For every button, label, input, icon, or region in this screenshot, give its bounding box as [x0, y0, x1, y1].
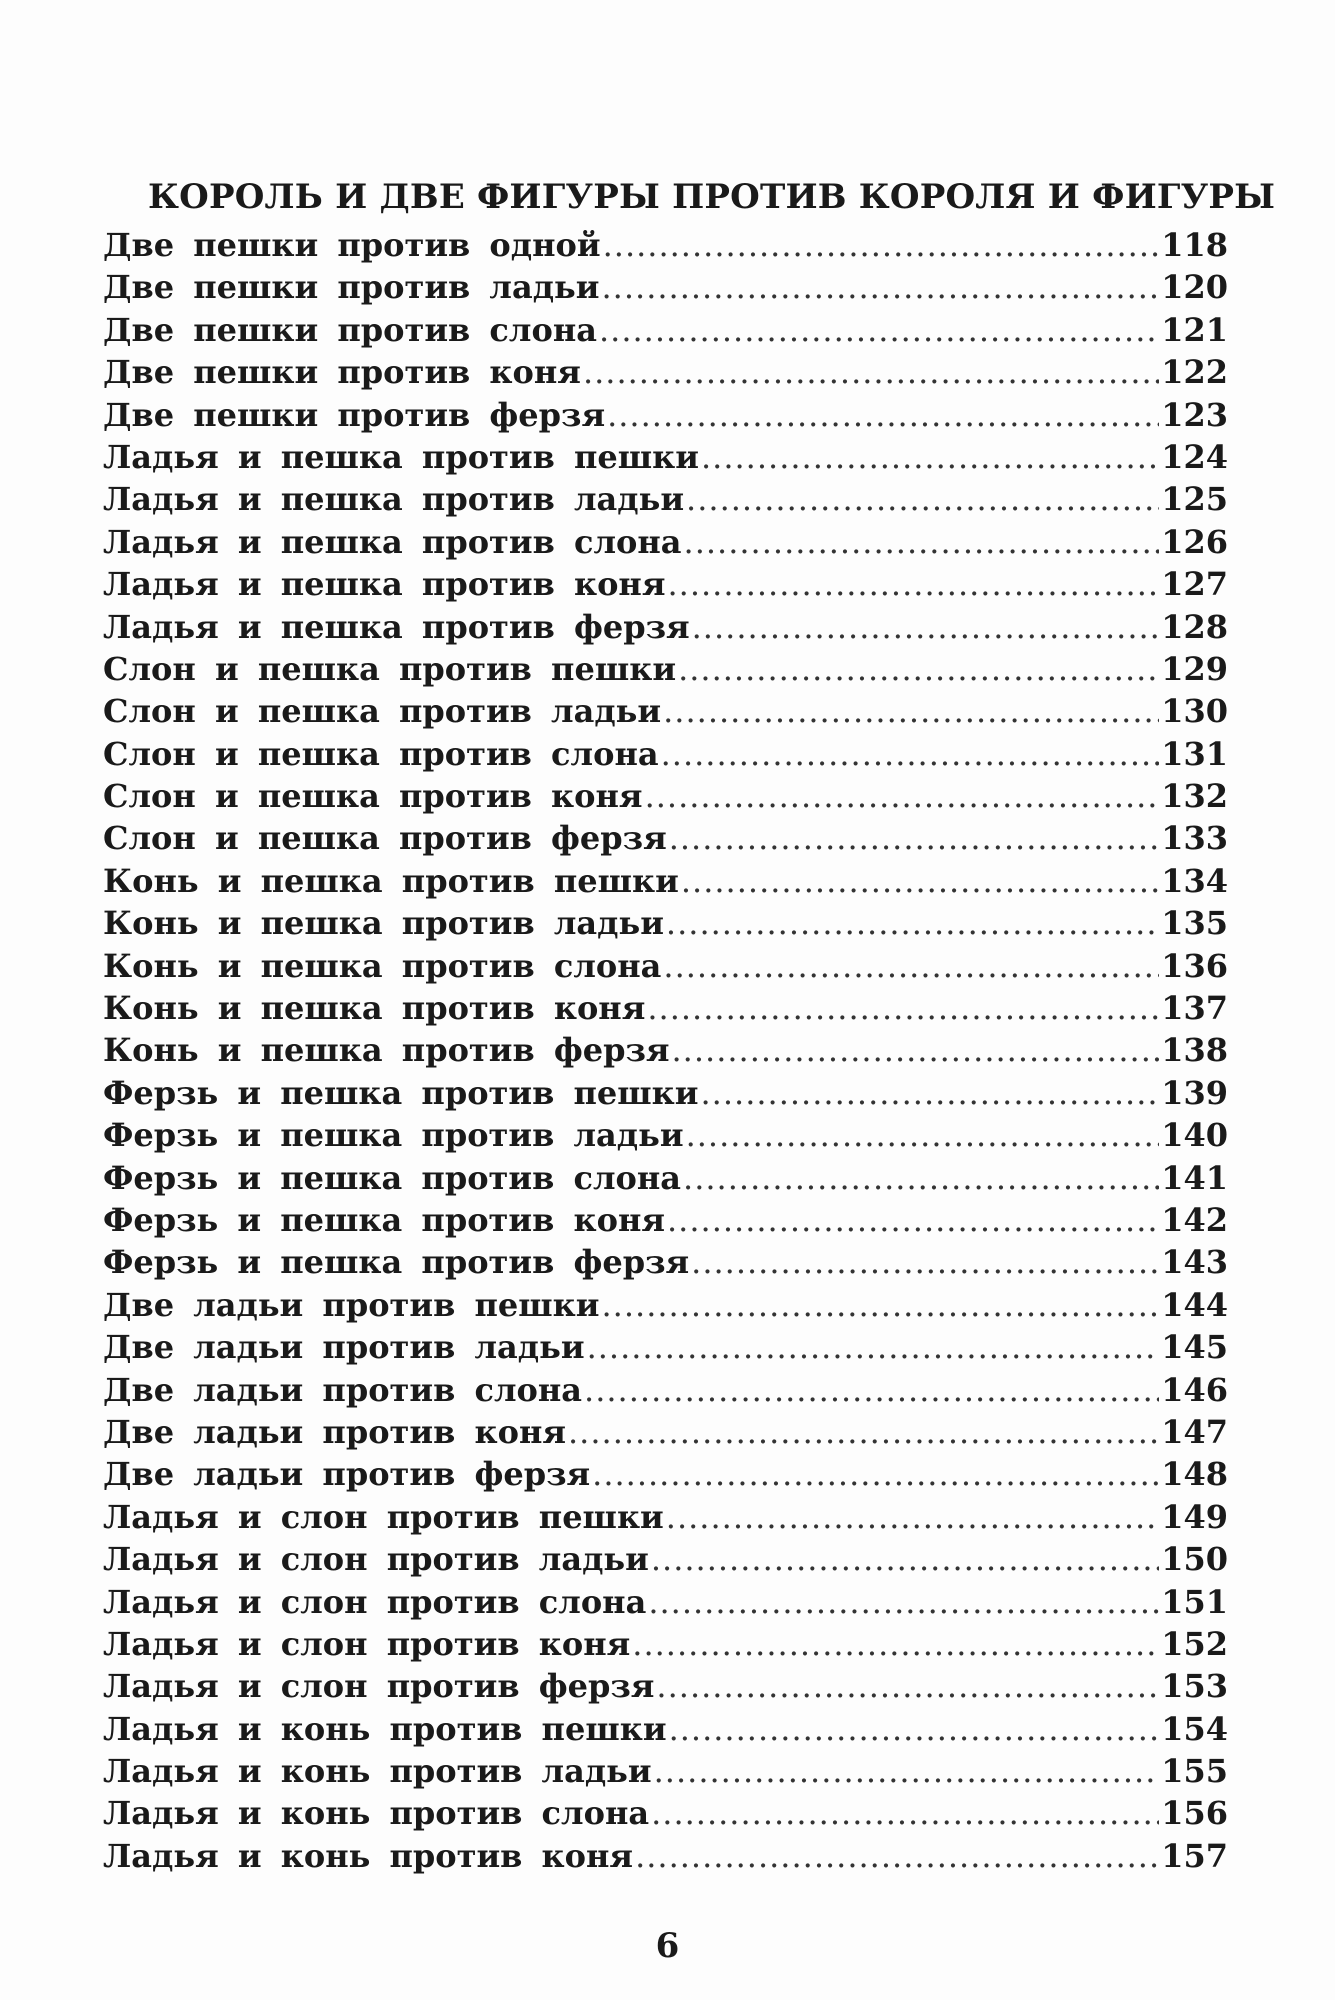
- toc-entry: [103, 1625, 1228, 1667]
- dot-leader: [599, 311, 1159, 349]
- toc-entry-title: Две пешки против коня: [103, 353, 581, 392]
- toc-entry-page: 121: [1161, 310, 1228, 349]
- toc-entry-page: 126: [1161, 522, 1228, 561]
- toc-entry-page: 147: [1161, 1412, 1228, 1451]
- dot-leader: [701, 438, 1159, 476]
- toc-entry: [103, 1413, 1228, 1455]
- toc-entry-page: 127: [1161, 565, 1228, 604]
- dot-leader: [683, 1159, 1159, 1197]
- toc-entry-page: 152: [1161, 1624, 1228, 1663]
- toc-entry: [103, 1455, 1228, 1497]
- dot-leader: [661, 735, 1160, 773]
- toc-entry-page: 133: [1161, 819, 1228, 858]
- toc-entry-title: Ферзь и пешка против пешки: [103, 1073, 699, 1112]
- dot-leader: [681, 862, 1159, 900]
- dot-leader: [691, 1243, 1159, 1281]
- toc-entry-page: 138: [1161, 1031, 1228, 1070]
- toc-entry-page: 151: [1161, 1582, 1228, 1621]
- page-number: 6: [655, 1926, 680, 1966]
- toc-entry: [103, 480, 1228, 522]
- toc-entry: [103, 989, 1228, 1031]
- toc-entry-page: 146: [1161, 1370, 1228, 1409]
- toc-entry-page: 153: [1161, 1667, 1228, 1706]
- toc-entry-page: 122: [1161, 353, 1228, 392]
- toc-entry-title: Две пешки против одной: [103, 226, 601, 264]
- toc-entry-title: Ладья и конь против слона: [103, 1794, 650, 1833]
- toc-entry: [103, 565, 1228, 607]
- dot-leader: [602, 268, 1160, 306]
- dot-leader: [583, 353, 1159, 391]
- toc-entry: [103, 1752, 1228, 1794]
- toc-entry-page: 142: [1161, 1200, 1228, 1239]
- toc-entry-page: 136: [1161, 946, 1228, 985]
- toc-entry-title: Две ладьи против ладьи: [103, 1328, 585, 1367]
- toc-entry-page: 145: [1161, 1328, 1228, 1367]
- toc-entry-title: Ладья и пешка против ладьи: [103, 480, 685, 519]
- toc-entry-page: 130: [1161, 692, 1228, 731]
- dot-leader: [656, 1667, 1159, 1705]
- dot-leader: [678, 650, 1159, 688]
- toc-entry-title: Конь и пешка против слона: [103, 946, 662, 985]
- dot-leader: [651, 1794, 1159, 1832]
- toc-entry-title: Ферзь и пешка против ладьи: [103, 1116, 684, 1155]
- toc-entry-title: Две ладьи против коня: [103, 1412, 566, 1451]
- dot-leader: [686, 480, 1159, 518]
- toc-entry: [103, 1710, 1228, 1752]
- toc-entry: [103, 1201, 1228, 1243]
- toc-entry-page: 123: [1161, 395, 1228, 434]
- toc-entry-title: Ладья и слон против слона: [103, 1582, 647, 1621]
- toc-entry-title: Слон и пешка против ладьи: [103, 692, 662, 731]
- toc-entry: [103, 1159, 1228, 1201]
- toc-entry-page: 128: [1161, 607, 1228, 646]
- dot-leader: [669, 819, 1160, 857]
- toc-entry: [103, 862, 1228, 904]
- toc-entry-page: 140: [1161, 1116, 1228, 1155]
- toc-entry-title: Ферзь и пешка против коня: [103, 1200, 665, 1239]
- toc-entry: [103, 692, 1228, 734]
- toc-entry: [103, 396, 1228, 438]
- toc-entry-page: 118: [1161, 226, 1228, 264]
- toc-entry: [103, 1583, 1228, 1625]
- toc-entry: [103, 1031, 1228, 1073]
- toc-entry-title: Ладья и конь против ладьи: [103, 1752, 652, 1791]
- toc-entry-page: 148: [1161, 1455, 1228, 1494]
- toc-entry-title: Две пешки против ладьи: [103, 268, 600, 307]
- dot-leader: [651, 1540, 1159, 1578]
- toc-entry-page: 132: [1161, 777, 1228, 816]
- toc-entry-page: 129: [1161, 649, 1228, 688]
- section-title: КОРОЛЬ И ДВЕ ФИГУРЫ ПРОТИВ КОРОЛЯ И ФИГУРЫ: [148, 177, 1276, 217]
- dot-leader: [568, 1413, 1159, 1451]
- dot-leader: [587, 1328, 1160, 1366]
- toc-entry: [103, 1286, 1228, 1328]
- dot-leader: [663, 692, 1159, 730]
- toc-entry-page: 157: [1161, 1836, 1228, 1875]
- dot-leader: [701, 1074, 1160, 1112]
- toc-entry: [103, 1243, 1228, 1285]
- toc-entry: [103, 438, 1228, 480]
- toc-entry-title: Слон и пешка против пешки: [103, 649, 677, 688]
- toc-entry-title: Две пешки против слона: [103, 310, 597, 349]
- toc-entry: [103, 1116, 1228, 1158]
- toc-entry-title: Конь и пешка против ладьи: [103, 904, 664, 943]
- table-of-contents: [103, 226, 1228, 1879]
- dot-leader: [602, 1286, 1160, 1324]
- toc-entry: [103, 268, 1228, 310]
- toc-entry: [103, 819, 1228, 861]
- dot-leader: [647, 989, 1159, 1027]
- dot-leader: [592, 1455, 1159, 1493]
- toc-entry: [103, 904, 1228, 946]
- dot-leader: [584, 1371, 1159, 1409]
- dot-leader: [667, 565, 1159, 603]
- toc-entry-title: Ферзь и пешка против ферзя: [103, 1243, 690, 1282]
- toc-entry-page: 144: [1161, 1285, 1228, 1324]
- toc-entry-title: Слон и пешка против слона: [103, 734, 659, 773]
- toc-entry-title: Слон и пешка против ферзя: [103, 819, 667, 858]
- toc-entry-title: Две ладьи против слона: [103, 1370, 583, 1409]
- dot-leader: [686, 1116, 1160, 1154]
- toc-entry-page: 125: [1161, 480, 1228, 519]
- toc-entry-title: Ладья и слон против ферзя: [103, 1667, 655, 1706]
- toc-entry: [103, 311, 1228, 353]
- dot-leader: [645, 777, 1160, 815]
- toc-entry: [103, 1794, 1228, 1836]
- toc-entry-page: 135: [1161, 904, 1228, 943]
- dot-leader: [669, 1710, 1160, 1748]
- dot-leader: [666, 1498, 1159, 1536]
- toc-entry: [103, 1328, 1228, 1370]
- toc-entry-title: Ладья и пешка против слона: [103, 522, 682, 561]
- toc-entry-title: Конь и пешка против коня: [103, 989, 646, 1028]
- toc-entry-page: 143: [1161, 1243, 1228, 1282]
- toc-entry: [103, 1371, 1228, 1413]
- toc-entry-page: 120: [1161, 268, 1228, 307]
- toc-entry-page: 150: [1161, 1540, 1228, 1579]
- dot-leader: [603, 226, 1160, 264]
- dot-leader: [667, 1201, 1159, 1239]
- dot-leader: [607, 396, 1159, 434]
- toc-entry-page: 124: [1161, 437, 1228, 476]
- toc-entry-page: 149: [1161, 1497, 1228, 1536]
- toc-entry-title: Ладья и слон против коня: [103, 1624, 631, 1663]
- toc-entry-title: Ладья и конь против пешки: [103, 1709, 667, 1748]
- toc-entry-title: Ладья и пешка против пешки: [103, 437, 699, 476]
- dot-leader: [632, 1625, 1159, 1663]
- toc-entry-page: 134: [1161, 861, 1228, 900]
- toc-entry-title: Ладья и пешка против ферзя: [103, 607, 690, 646]
- toc-entry-page: 141: [1161, 1158, 1228, 1197]
- toc-entry: [103, 1074, 1228, 1116]
- toc-entry: [103, 523, 1228, 565]
- toc-entry-title: Ладья и пешка против коня: [103, 565, 666, 604]
- toc-entry-page: 156: [1161, 1794, 1228, 1833]
- toc-entry-page: 155: [1161, 1752, 1228, 1791]
- toc-entry-title: Две ладьи против пешки: [103, 1285, 600, 1324]
- dot-leader: [654, 1752, 1160, 1790]
- toc-entry: [103, 1498, 1228, 1540]
- toc-entry-title: Конь и пешка против ферзя: [103, 1031, 670, 1070]
- dot-leader: [635, 1837, 1159, 1875]
- toc-entry: [103, 947, 1228, 989]
- toc-entry-title: Ладья и слон против ладьи: [103, 1540, 649, 1579]
- toc-entry-title: Две ладьи против ферзя: [103, 1455, 591, 1494]
- toc-entry: [103, 1540, 1228, 1582]
- toc-entry-page: 137: [1161, 989, 1228, 1028]
- dot-leader: [648, 1583, 1159, 1621]
- dot-leader: [672, 1031, 1160, 1069]
- toc-entry: [103, 226, 1228, 268]
- toc-entry-title: Слон и пешка против коня: [103, 777, 643, 816]
- toc-entry: [103, 650, 1228, 692]
- toc-entry: [103, 777, 1228, 819]
- toc-entry: [103, 353, 1228, 395]
- toc-entry-title: Две пешки против ферзя: [103, 395, 606, 434]
- dot-leader: [663, 947, 1159, 985]
- toc-entry: [103, 735, 1228, 777]
- toc-entry: [103, 608, 1228, 650]
- dot-leader: [666, 904, 1159, 942]
- toc-entry-page: 139: [1161, 1073, 1228, 1112]
- dot-leader: [684, 523, 1160, 561]
- toc-entry: [103, 1667, 1228, 1709]
- dot-leader: [692, 608, 1160, 646]
- toc-entry-page: 154: [1161, 1709, 1228, 1748]
- toc-entry-title: Ладья и слон против пешки: [103, 1497, 664, 1536]
- toc-entry-title: Ладья и конь против коня: [103, 1836, 634, 1875]
- toc-entry-title: Ферзь и пешка против слона: [103, 1158, 682, 1197]
- toc-entry-title: Конь и пешка против пешки: [103, 861, 679, 900]
- toc-entry-page: 131: [1161, 734, 1228, 773]
- toc-entry: [103, 1837, 1228, 1879]
